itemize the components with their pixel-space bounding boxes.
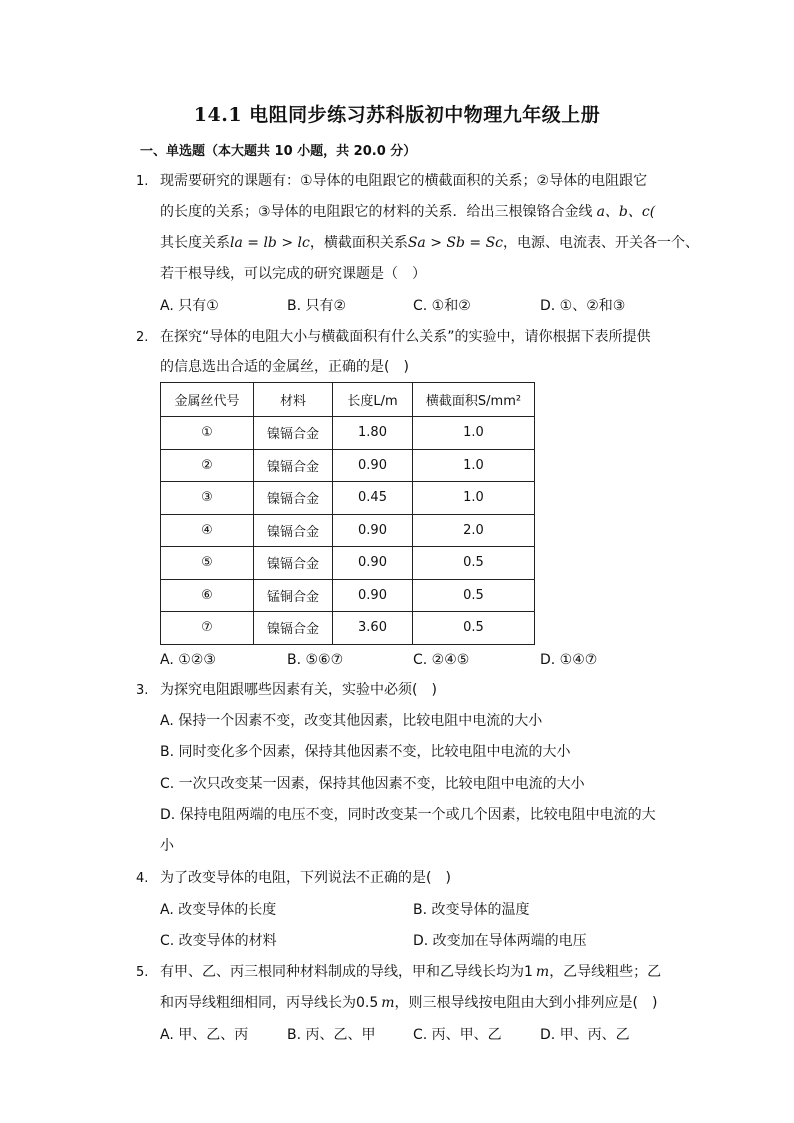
area-cell: 2.0	[413, 514, 535, 547]
area-cell: 1.0	[413, 482, 535, 515]
question-5-line-2-tail: ，则三根导线按电阻由大到小排列应是( )	[394, 995, 658, 1011]
wire-code-cell: ⑦	[161, 612, 254, 645]
question-1-line-2-text: 的长度的关系；③导体的电阻跟它的材料的关系．给出三根镍铬合金线	[160, 204, 593, 220]
question-3-option-d-wrap: 小	[160, 838, 174, 854]
area-cell: 1.0	[413, 449, 535, 482]
material-cell: 镍镉合金	[254, 449, 333, 482]
question-5-number: 5.	[136, 965, 149, 980]
question-4-number: 4.	[136, 871, 149, 886]
question-3-number: 3.	[136, 683, 149, 698]
area-cell: 0.5	[413, 579, 535, 612]
wire-table	[160, 382, 535, 645]
length-cell: 0.45	[333, 482, 413, 515]
length-cell: 0.90	[333, 547, 413, 580]
question-3-option-c[interactable]: C. 一次只改变某一因素，保持其他因素不变，比较电阻中电流的大小	[160, 776, 585, 792]
material-cell: 镍镉合金	[254, 514, 333, 547]
question-3-option-b[interactable]: B. 同时变化多个因素，保持其他因素不变，比较电阻中电流的大小	[160, 744, 571, 760]
question-4-option-c[interactable]: C. 改变导体的材料	[160, 933, 277, 949]
question-5-line-2-text: 和丙导线粗细相同，丙导线长为0.5	[160, 995, 379, 1011]
length-cell: 1.80	[333, 417, 413, 450]
question-5-unit-2: m	[381, 995, 395, 1011]
question-1-length-relation: la = lb > lc	[230, 235, 310, 251]
header-wire-code: 金属丝代号	[161, 383, 254, 417]
question-2-number: 2.	[136, 330, 149, 345]
table-row	[161, 482, 535, 515]
question-1-option-d[interactable]: D. ①、②和③	[540, 298, 626, 314]
header-material: 材料	[254, 383, 333, 417]
question-5-option-d[interactable]: D. 甲、丙、乙	[540, 1027, 630, 1043]
wire-code-cell: ①	[161, 417, 254, 450]
length-cell: 0.90	[333, 449, 413, 482]
table-row	[161, 449, 535, 482]
question-4-stem: 为了改变导体的电阻，下列说法不正确的是( )	[160, 870, 451, 886]
question-5-line-1-text: 有甲、乙、丙三根同种材料制成的导线，甲和乙导线长均为1	[160, 964, 533, 980]
question-2-option-b[interactable]: B. ⑤⑥⑦	[287, 652, 344, 668]
wire-code-cell: ⑥	[161, 579, 254, 612]
question-5-unit-1: m	[535, 964, 550, 980]
question-5-option-c[interactable]: C. 丙、甲、乙	[413, 1027, 502, 1043]
material-cell: 锰铜合金	[254, 579, 333, 612]
question-2-line-2: 的信息选出合适的金属丝，正确的是( )	[160, 359, 409, 375]
question-2-option-d[interactable]: D. ①④⑦	[540, 652, 598, 668]
length-cell: 0.90	[333, 514, 413, 547]
question-1-option-b[interactable]: B. 只有②	[287, 298, 347, 314]
question-1-line-1: 现需要研究的课题有：①导体的电阻跟它的横截面积的关系；②导体的电阻跟它	[160, 173, 648, 189]
material-cell: 镍镉合金	[254, 612, 333, 645]
wire-code-cell: ⑤	[161, 547, 254, 580]
question-3-option-a[interactable]: A. 保持一个因素不变，改变其他因素，比较电阻中电流的大小	[160, 713, 543, 729]
question-2-option-a[interactable]: A. ①②③	[160, 652, 216, 668]
wire-code-cell: ③	[161, 482, 254, 515]
wire-table-header-row	[161, 383, 535, 417]
question-3-option-d[interactable]: D. 保持电阻两端的电压不变，同时改变某一个或几个因素，比较电阻中电流的大	[160, 807, 656, 823]
question-1-option-c[interactable]: C. ①和②	[413, 298, 471, 314]
question-2-line-1: 在探究“导体的电阻大小与横截面积有什么关系”的实验中，请你根据下表所提供	[160, 329, 651, 345]
area-cell: 1.0	[413, 417, 535, 450]
length-cell: 3.60	[333, 612, 413, 645]
area-cell: 0.5	[413, 547, 535, 580]
question-5-option-a[interactable]: A. 甲、乙、丙	[160, 1027, 249, 1043]
question-1-number: 1.	[136, 174, 149, 189]
material-cell: 镍镉合金	[254, 547, 333, 580]
length-cell: 0.90	[333, 579, 413, 612]
material-cell: 镍镉合金	[254, 417, 333, 450]
question-1-area-relation: Sa > Sb = Sc	[407, 235, 504, 251]
question-2-option-c[interactable]: C. ②④⑤	[413, 652, 470, 668]
question-5-line-1	[160, 962, 661, 982]
wire-code-cell: ④	[161, 514, 254, 547]
question-1-line-3	[160, 233, 699, 253]
question-1-vars: a、b、c(	[596, 204, 656, 220]
question-3-stem: 为探究电阻跟哪些因素有关，实验中必须( )	[160, 682, 437, 698]
question-1-length-label: 其长度关系	[160, 235, 230, 251]
question-5-line-2	[160, 993, 657, 1013]
wire-code-cell: ②	[161, 449, 254, 482]
table-row	[161, 579, 535, 612]
question-1-option-a[interactable]: A. 只有①	[160, 298, 219, 314]
question-1-line-4: 若干根导线，可以完成的研究课题是（ ）	[160, 266, 426, 282]
table-row	[161, 514, 535, 547]
section-heading: 一、单选题（本大题共 10 小题，共 20.0 分）	[140, 144, 417, 159]
material-cell: 镍镉合金	[254, 482, 333, 515]
table-row	[161, 612, 535, 645]
question-1-area-label: ，横截面积关系	[309, 235, 408, 251]
area-cell: 0.5	[413, 612, 535, 645]
question-5-option-b[interactable]: B. 丙、乙、甲	[287, 1027, 376, 1043]
header-length: 长度L/m	[333, 383, 413, 417]
table-row	[161, 547, 535, 580]
question-4-option-b[interactable]: B. 改变导体的温度	[413, 902, 530, 918]
question-4-option-a[interactable]: A. 改变导体的长度	[160, 902, 277, 918]
question-1-line-3-tail: ，电源、电流表、开关各一个、	[503, 235, 700, 251]
question-5-line-1-tail: ，乙导线粗些；乙	[549, 964, 662, 980]
header-area: 横截面积S/mm²	[413, 383, 535, 417]
question-1-line-2	[160, 202, 655, 222]
page-title: 14.1 电阻同步练习苏科版初中物理九年级上册	[193, 104, 601, 126]
table-row	[161, 417, 535, 450]
question-4-option-d[interactable]: D. 改变加在导体两端的电压	[413, 933, 587, 949]
